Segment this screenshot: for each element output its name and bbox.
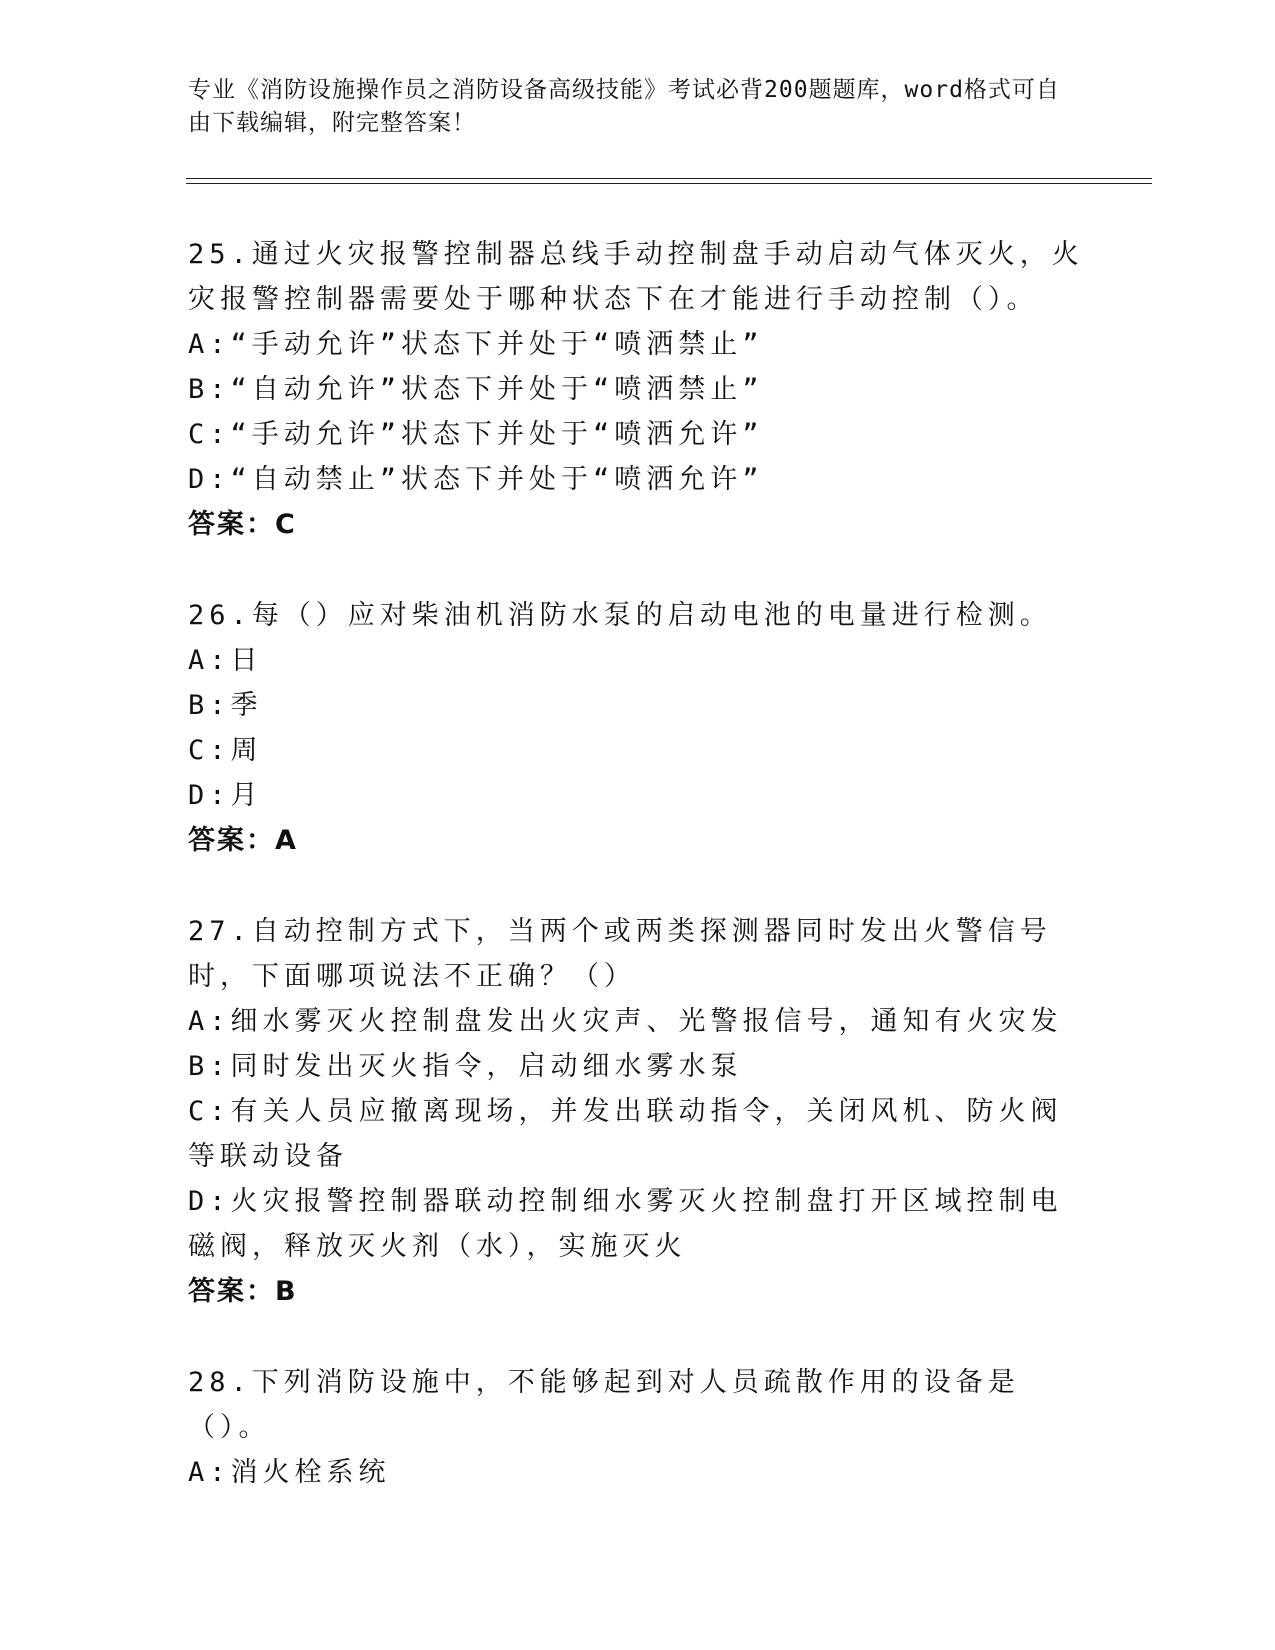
header-divider-top — [186, 178, 1152, 179]
option-a: A:“手动允许”状态下并处于“喷洒禁止” — [188, 329, 764, 360]
answer: 答案：A — [188, 825, 298, 856]
question-28 — [188, 1360, 1088, 1495]
question-27 — [188, 909, 1088, 1314]
question-25 — [188, 232, 1088, 547]
document-header: 专业《消防设施操作员之消防设备高级技能》考试必背200题题库，word格式可自由下载编辑，附完整答案！ — [188, 77, 1060, 136]
option-b: B:“自动允许”状态下并处于“喷洒禁止” — [188, 374, 764, 405]
option-c: C:周 — [188, 735, 263, 766]
option-a: A:消火栓系统 — [188, 1457, 391, 1488]
option-b: B:同时发出灭火指令，启动细水雾水泵 — [188, 1051, 743, 1082]
question-stem: 26.每（）应对柴油机消防水泵的启动电池的电量进行检测。 — [188, 600, 1052, 631]
option-d: D:“自动禁止”状态下并处于“喷洒允许” — [188, 464, 764, 495]
question-stem: 27.自动控制方式下，当两个或两类探测器同时发出火警信号时，下面哪项说法不正确？（） — [188, 916, 1052, 992]
answer: 答案：B — [188, 1276, 298, 1307]
header-divider-bottom — [186, 183, 1152, 184]
option-d: D:月 — [188, 780, 263, 811]
question-stem: 25.通过火灾报警控制器总线手动控制盘手动启动气体灭火，火灾报警控制器需要处于哪种状态下在才能进行手动控制（）。 — [188, 239, 1084, 315]
question-list — [188, 232, 1088, 1541]
option-c: C:有关人员应撤离现场，并发出联动指令，关闭风机、防火阀等联动设备 — [188, 1096, 1063, 1172]
option-d: D:火灾报警控制器联动控制细水雾灭火控制盘打开区域控制电磁阀，释放灭火剂（水），实施灭火 — [188, 1186, 1063, 1262]
option-a: A:细水雾灭火控制盘发出火灾声、光警报信号，通知有火灾发 — [188, 1006, 1063, 1037]
question-26 — [188, 593, 1088, 863]
option-b: B:季 — [188, 690, 263, 721]
answer: 答案：C — [188, 509, 297, 540]
option-c: C:“手动允许”状态下并处于“喷洒允许” — [188, 419, 764, 450]
question-stem: 28.下列消防设施中，不能够起到对人员疏散作用的设备是（）。 — [188, 1367, 1020, 1443]
option-a: A:日 — [188, 645, 263, 676]
